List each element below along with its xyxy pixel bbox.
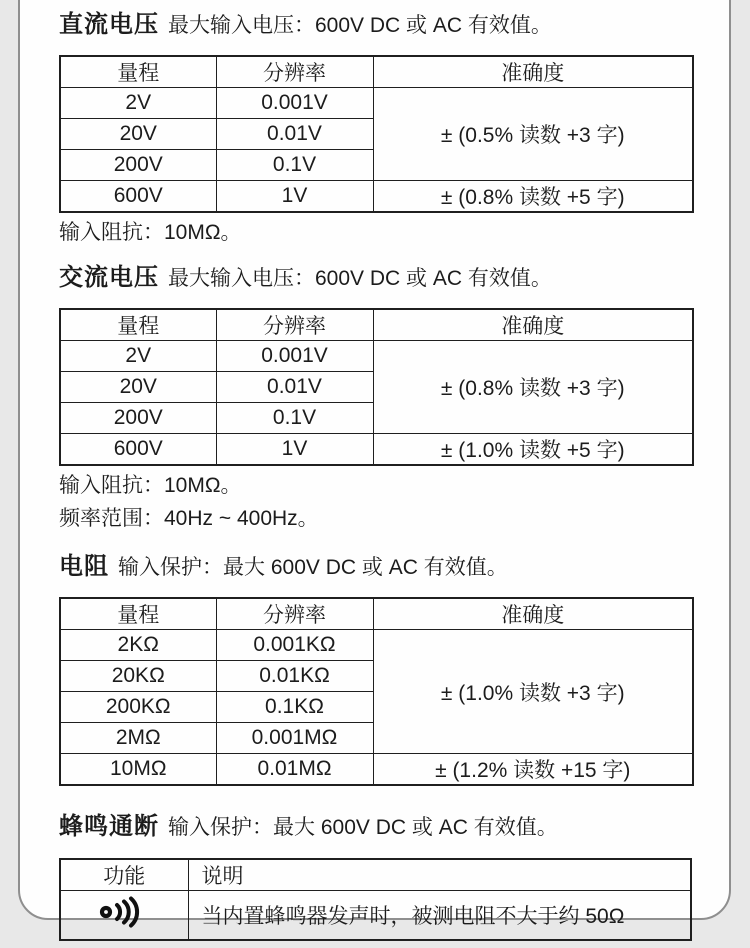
resolution-cell: 0.1V bbox=[216, 150, 373, 181]
section-subtitle: 输入保护：最大 600V DC 或 AC 有效值。 bbox=[118, 556, 508, 579]
resolution-cell: 0.001V bbox=[216, 341, 373, 372]
table-row bbox=[60, 891, 691, 940]
range-cell: 20V bbox=[60, 119, 216, 150]
section-heading bbox=[59, 10, 690, 43]
column-header-accuracy: 准确度 bbox=[373, 309, 693, 341]
column-header-range: 量程 bbox=[60, 56, 216, 88]
spec-sheet-card bbox=[18, 0, 731, 928]
table-row bbox=[60, 341, 693, 372]
function-cell bbox=[60, 891, 188, 940]
input-impedance-note: 输入阻抗：10MΩ。 bbox=[59, 474, 242, 497]
section-ac-voltage bbox=[59, 263, 690, 532]
resolution-cell: 1V bbox=[216, 181, 373, 213]
section-subtitle: 最大输入电压：600V DC 或 AC 有效值。 bbox=[168, 14, 552, 37]
table-row bbox=[60, 434, 693, 466]
section-title: 蜂鸣通断 bbox=[59, 813, 159, 840]
range-cell: 200V bbox=[60, 403, 216, 434]
resolution-cell: 0.01V bbox=[216, 372, 373, 403]
accuracy-cell: ± (1.2% 读数 +15 字) bbox=[373, 754, 693, 786]
resolution-cell: 0.01KΩ bbox=[216, 661, 373, 692]
section-dc-voltage bbox=[59, 10, 690, 246]
resolution-cell: 0.01V bbox=[216, 119, 373, 150]
section-title: 电阻 bbox=[59, 553, 109, 580]
column-header-accuracy: 准确度 bbox=[373, 56, 693, 88]
input-impedance-note: 输入阻抗：10MΩ。 bbox=[59, 221, 242, 244]
accuracy-cell: ± (0.8% 读数 +3 字) bbox=[373, 341, 693, 434]
accuracy-cell: ± (1.0% 读数 +3 字) bbox=[373, 630, 693, 754]
buzzer-sound-icon bbox=[98, 896, 150, 934]
range-cell: 600V bbox=[60, 181, 216, 213]
range-cell: 2MΩ bbox=[60, 723, 216, 754]
column-header-description: 说明 bbox=[188, 859, 691, 891]
frequency-range-note: 频率范围：40Hz ~ 400Hz。 bbox=[59, 507, 319, 530]
table-header-row bbox=[60, 309, 693, 341]
ac-voltage-table bbox=[59, 308, 694, 466]
column-header-function: 功能 bbox=[60, 859, 188, 891]
range-cell: 200KΩ bbox=[60, 692, 216, 723]
section-subtitle: 输入保护：最大 600V DC 或 AC 有效值。 bbox=[168, 816, 558, 839]
section-subtitle: 最大输入电压：600V DC 或 AC 有效值。 bbox=[168, 267, 552, 290]
section-title: 直流电压 bbox=[59, 11, 159, 38]
resolution-cell: 0.01MΩ bbox=[216, 754, 373, 786]
resistance-table bbox=[59, 597, 694, 786]
section-resistance bbox=[59, 552, 690, 786]
resolution-cell: 0.001V bbox=[216, 88, 373, 119]
column-header-resolution: 分辨率 bbox=[216, 56, 373, 88]
range-cell: 2KΩ bbox=[60, 630, 216, 661]
table-row bbox=[60, 88, 693, 119]
accuracy-cell: ± (1.0% 读数 +5 字) bbox=[373, 434, 693, 466]
buzzer-description-cell: 当内置蜂鸣器发声时，被测电阻不大于约 50Ω bbox=[188, 891, 691, 940]
resolution-cell: 0.001MΩ bbox=[216, 723, 373, 754]
section-heading bbox=[59, 263, 690, 296]
column-header-range: 量程 bbox=[60, 309, 216, 341]
column-header-resolution: 分辨率 bbox=[216, 598, 373, 630]
column-header-accuracy: 准确度 bbox=[373, 598, 693, 630]
column-header-resolution: 分辨率 bbox=[216, 309, 373, 341]
section-buzzer-continuity bbox=[59, 812, 690, 941]
range-cell: 600V bbox=[60, 434, 216, 466]
resolution-cell: 0.001KΩ bbox=[216, 630, 373, 661]
table-row bbox=[60, 181, 693, 213]
table-header-row bbox=[60, 859, 691, 891]
range-cell: 2V bbox=[60, 88, 216, 119]
section-title: 交流电压 bbox=[59, 264, 159, 291]
resolution-cell: 0.1V bbox=[216, 403, 373, 434]
dc-voltage-table bbox=[59, 55, 694, 213]
column-header-range: 量程 bbox=[60, 598, 216, 630]
table-row bbox=[60, 630, 693, 661]
accuracy-cell: ± (0.5% 读数 +3 字) bbox=[373, 88, 693, 181]
table-header-row bbox=[60, 56, 693, 88]
range-cell: 20V bbox=[60, 372, 216, 403]
range-cell: 200V bbox=[60, 150, 216, 181]
range-cell: 10MΩ bbox=[60, 754, 216, 786]
accuracy-cell: ± (0.8% 读数 +5 字) bbox=[373, 181, 693, 213]
resolution-cell: 1V bbox=[216, 434, 373, 466]
section-heading bbox=[59, 812, 690, 845]
section-heading bbox=[59, 552, 690, 585]
range-cell: 2V bbox=[60, 341, 216, 372]
resolution-cell: 0.1KΩ bbox=[216, 692, 373, 723]
table-header-row bbox=[60, 598, 693, 630]
table-row bbox=[60, 754, 693, 786]
buzzer-table bbox=[59, 858, 692, 941]
range-cell: 20KΩ bbox=[60, 661, 216, 692]
